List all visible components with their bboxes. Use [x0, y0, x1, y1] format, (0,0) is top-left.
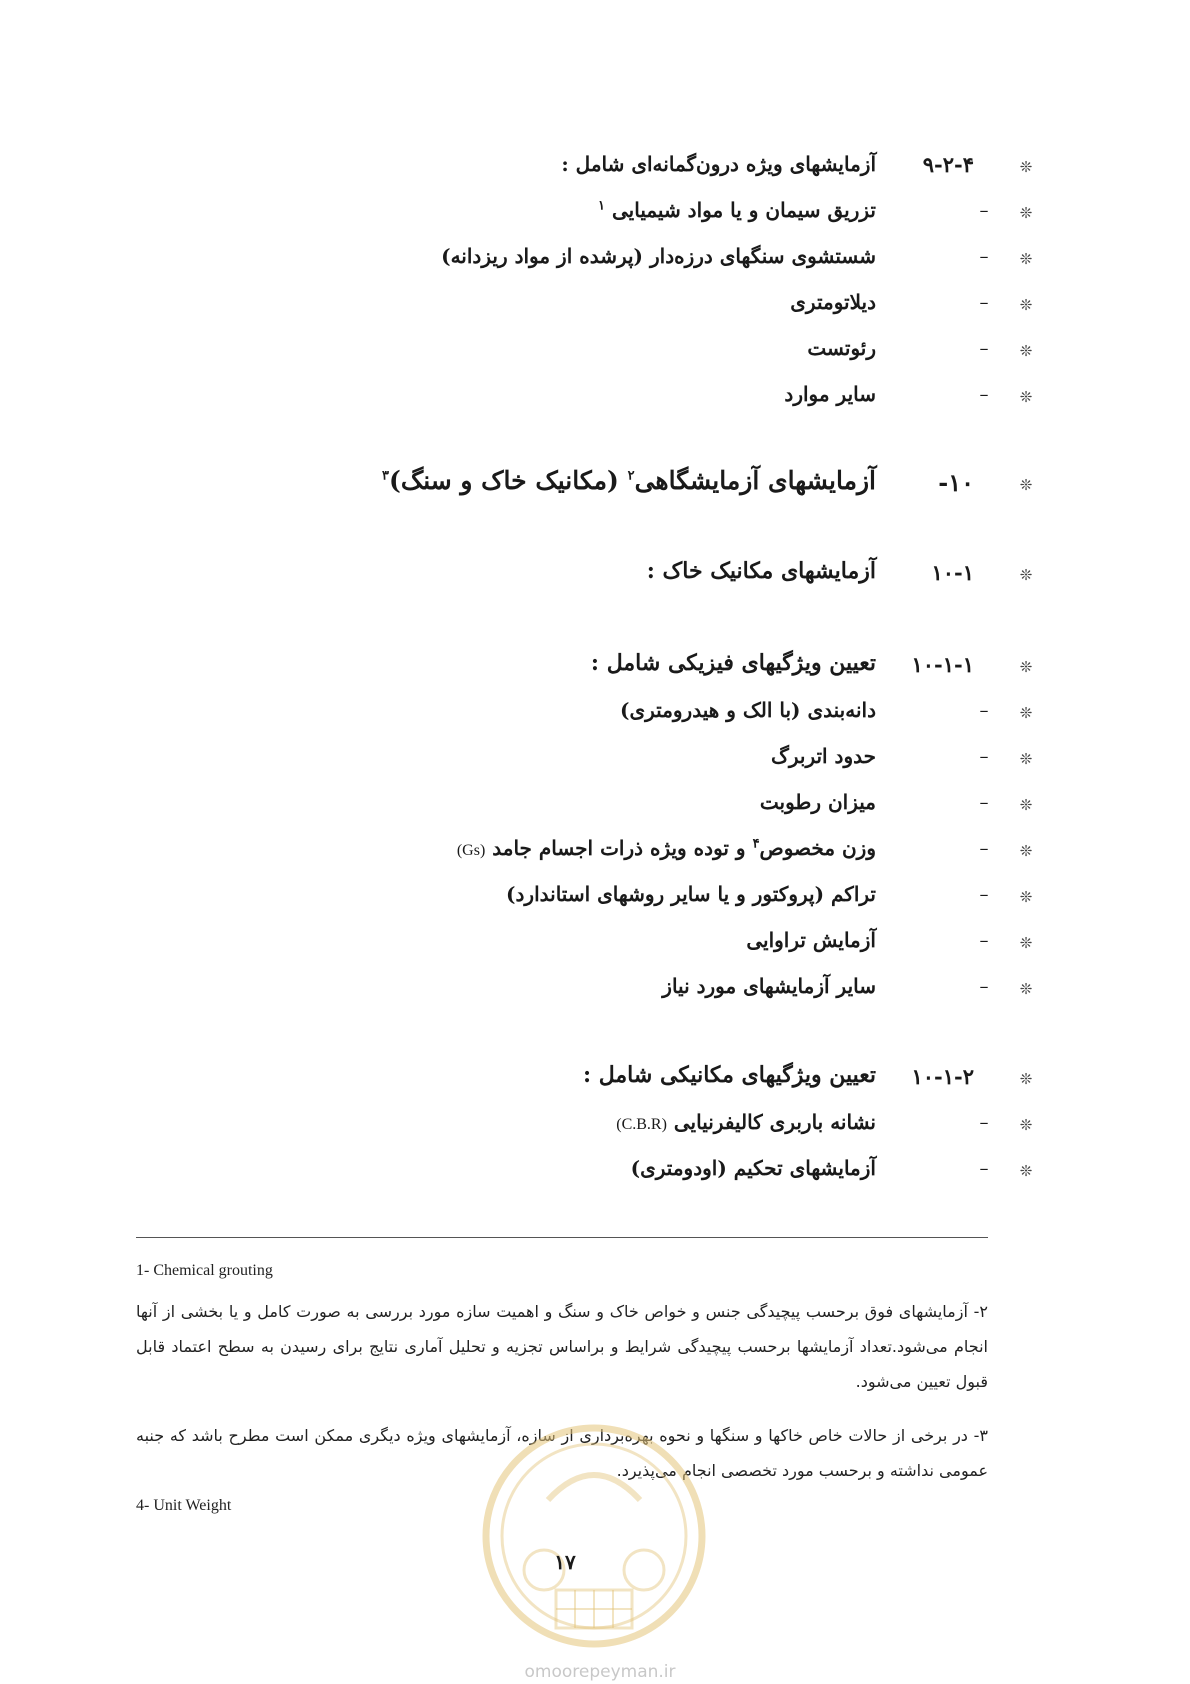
item-text-group: [616, 1110, 876, 1134]
item-text: تراکم (پروکتور و یا سایر روشهای استاندارد): [506, 882, 876, 906]
item-row: [0, 198, 1190, 238]
item-text: آزمایشهای تحکیم (اودومتری): [630, 1156, 876, 1180]
item-text: آزمایش تراوایی: [746, 928, 876, 952]
item-row: [0, 336, 1190, 376]
item-row: [0, 744, 1190, 784]
footnote-1: 1- Chemical grouting: [136, 1262, 273, 1279]
footnote-4: 4- Unit Weight: [136, 1497, 232, 1514]
latin-symbol: (C.B.R): [616, 1116, 667, 1133]
item-text: وزن مخصوص: [759, 836, 876, 860]
bullet-marker: ❊: [1019, 204, 1033, 222]
bullet-marker: ❊: [1019, 750, 1033, 768]
dash-marker: –: [979, 884, 989, 905]
item-row: [0, 244, 1190, 284]
section-heading: [382, 466, 876, 495]
bullet-marker: ❊: [1019, 476, 1033, 494]
bullet-marker: ❊: [1019, 158, 1033, 176]
subsection-heading: تعیین ویژگیهای فیزیکی شامل :: [590, 650, 876, 676]
bullet-marker: ❊: [1019, 796, 1033, 814]
section-number: ۹-۲-۴: [922, 152, 974, 177]
bullet-marker: ❊: [1019, 1070, 1033, 1088]
bullet-marker: ❊: [1019, 566, 1033, 584]
footnote-2: ۲- آزمایشهای فوق برحسب پیچیدگی جنس و خواص خاک و سنگ و اهمیت سازه مورد بررسی به صورت کامل و یا بخشی از آنها انجام می‌شود.تعداد آزمایشها برحسب پیچیدگی شرایط و براساس تجزیه و تحلیل آماری نتایج برای رسیدن به سطح اعتماد قابل قبول تعیین می‌شود.: [136, 1302, 988, 1391]
item-text-group: [457, 836, 876, 860]
dash-marker: –: [979, 1112, 989, 1133]
item-text: دانه‌بندی (با الک و هیدرومتری): [620, 698, 876, 722]
bullet-marker: ❊: [1019, 658, 1033, 676]
item-row: [0, 882, 1190, 922]
bullet-marker: ❊: [1019, 250, 1033, 268]
item-row: [0, 290, 1190, 330]
item-text-part2: و توده ویژه ذرات اجسام جامد: [492, 836, 746, 860]
item-text: نشانه باربری کالیفرنیایی: [673, 1110, 876, 1134]
dash-marker: –: [979, 1158, 989, 1179]
dash-marker: –: [979, 292, 989, 313]
item-text: سایر موارد: [784, 382, 876, 406]
item-text: میزان رطوبت: [759, 790, 876, 814]
item-row: [0, 152, 1190, 192]
item-row: [0, 698, 1190, 738]
item-row: [0, 974, 1190, 1014]
bullet-marker: ❊: [1019, 388, 1033, 406]
subsection-heading: آزمایشهای مکانیک خاک :: [646, 558, 876, 584]
watermark-seal-icon: [478, 1420, 710, 1652]
bullet-marker: ❊: [1019, 342, 1033, 360]
item-text: دیلاتومتری: [790, 290, 876, 314]
bullet-marker: ❊: [1019, 934, 1033, 952]
item-row: [0, 928, 1190, 968]
subsection-heading-row: [0, 652, 1190, 692]
item-row: [0, 790, 1190, 830]
item-text: تزریق سیمان و یا مواد شیمیایی: [611, 198, 876, 222]
subsection-heading-row: [0, 1064, 1190, 1104]
subsection-heading: تعیین ویژگیهای مکانیکی شامل :: [582, 1062, 876, 1088]
footnote-ref: ۳: [382, 468, 389, 484]
footnote-3: ۳- در برخی از حالات خاص خاکها و سنگها و نحوه بهره‌برداری از سازه، آزمایشهای ویژه دیگری ممکن است مطرح باشد که جنبه عمومی نداشته و برحسب مورد تخصصی انجام می‌پذیرد.: [136, 1426, 988, 1480]
watermark-website: omoorepeyman.ir: [524, 1662, 676, 1682]
section-heading-row: [0, 466, 1190, 510]
item-row: [0, 1156, 1190, 1196]
bullet-marker: ❊: [1019, 980, 1033, 998]
section-number: ۱۰-۱-۲: [911, 1064, 974, 1089]
section-number: ۱۰-۱: [931, 560, 974, 585]
dash-marker: –: [979, 746, 989, 767]
item-row: [0, 382, 1190, 422]
heading-text-part2: (مکانیک خاک و سنگ): [389, 466, 619, 495]
section-number: ۱۰-: [938, 468, 974, 497]
dash-marker: –: [979, 930, 989, 951]
dash-marker: –: [979, 792, 989, 813]
footnote-ref: ۴: [752, 836, 760, 852]
bullet-marker: ❊: [1019, 842, 1033, 860]
latin-symbol: (Gs): [456, 842, 486, 859]
bullet-marker: ❊: [1019, 704, 1033, 722]
item-row: [0, 836, 1190, 876]
dash-marker: –: [979, 200, 989, 221]
item-text: سایر آزمایشهای مورد نیاز: [662, 974, 876, 998]
dash-marker: –: [979, 976, 989, 997]
dash-marker: –: [979, 700, 989, 721]
item-text: آزمایشهای ویژه درون‌گمانه‌ای شامل :: [561, 152, 876, 176]
item-text-group: [598, 198, 876, 222]
dash-marker: –: [979, 384, 989, 405]
bullet-marker: ❊: [1019, 1116, 1033, 1134]
dash-marker: –: [979, 838, 989, 859]
heading-text: آزمایشهای آزمایشگاهی: [634, 466, 876, 495]
section-number: ۱۰-۱-۱: [911, 652, 974, 677]
bullet-marker: ❊: [1019, 1162, 1033, 1180]
subsection-heading-row: [0, 560, 1190, 600]
dash-marker: –: [979, 246, 989, 267]
bullet-marker: ❊: [1019, 888, 1033, 906]
dash-marker: –: [979, 338, 989, 359]
bullet-marker: ❊: [1019, 296, 1033, 314]
item-row: [0, 1110, 1190, 1150]
page-number: ۱۷: [554, 1550, 576, 1574]
footnote-ref: ۱: [598, 198, 606, 214]
footnote-ref: ۲: [627, 468, 635, 484]
item-text: حدود اتربرگ: [770, 744, 876, 768]
footnote-divider: [136, 1237, 988, 1238]
item-text: رئوتست: [807, 336, 876, 360]
item-text: شستشوی سنگهای درزه‌دار (پرشده از مواد ریزدانه): [441, 244, 876, 268]
